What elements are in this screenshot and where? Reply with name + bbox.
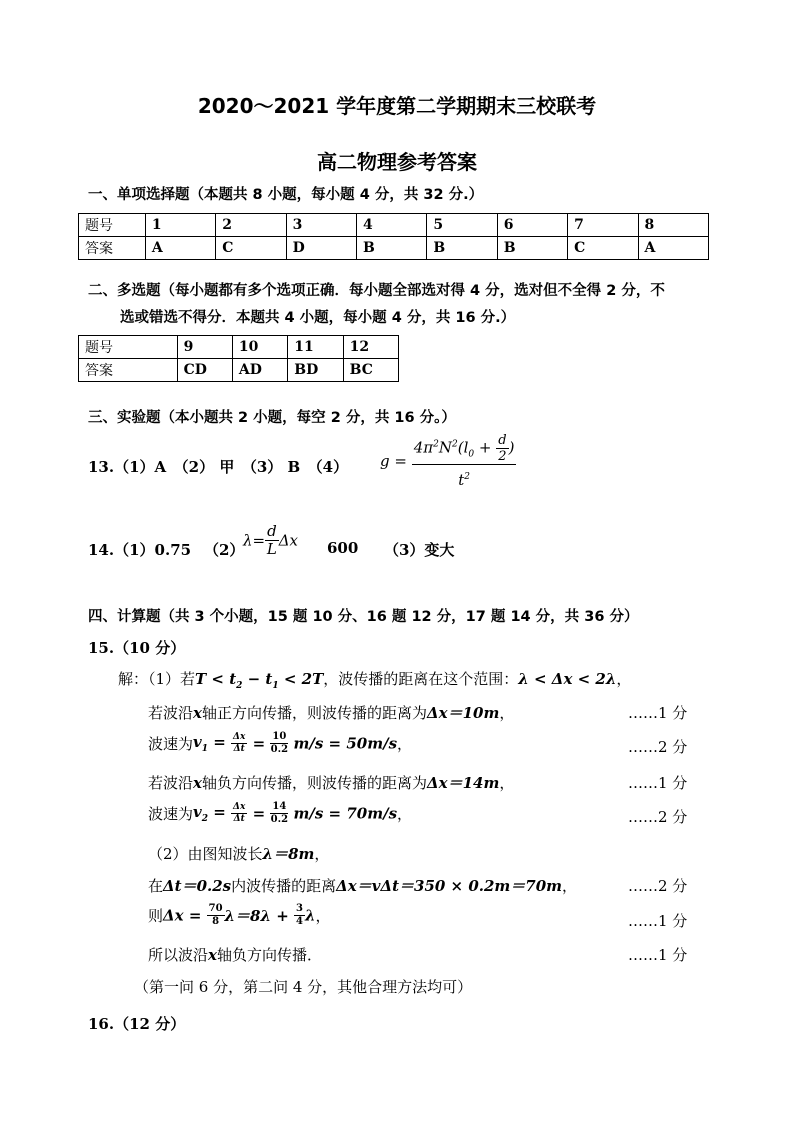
q16-label: 16.（12 分） — [88, 1015, 186, 1033]
document-subtitle: 高二物理参考答案 — [317, 150, 477, 174]
question-number: 6 — [497, 214, 567, 237]
section-2-heading-cont: 选或错选不得分．本题共 4 小题，每小题 4 分，共 16 分.） — [120, 310, 516, 326]
q13-answers: 13.（1）A （2） 甲 （3） B （4） — [88, 458, 349, 476]
question-number: 12 — [343, 336, 398, 359]
solution-line: 在Δt＝0.2s内波传播的距离Δx＝vΔt＝350 × 0.2m＝70m， — [148, 877, 578, 895]
question-number: 9 — [177, 336, 232, 359]
score-mark: ……2 分 — [628, 877, 688, 895]
row-label: 答案 — [79, 359, 178, 382]
answer-cell: AD — [232, 359, 287, 382]
multi-choice-table — [78, 335, 399, 382]
answer-cell: B — [497, 237, 567, 260]
question-number: 1 — [145, 214, 215, 237]
table-row — [79, 214, 709, 237]
answer-cell: BC — [343, 359, 398, 382]
solution-line: 波速为$v_1$ = $\frac{\Delta x}{\Delta t}$ = $\frac{10}{0.2}$ m/s = 50m/s， — [148, 731, 413, 755]
answer-cell: A — [145, 237, 215, 260]
q14-formula: λ= $\frac{d}{L}$ Δx — [243, 522, 298, 558]
score-mark: ……1 分 — [628, 946, 688, 964]
section-1-heading: 一、单项选择题（本题共 8 小题，每小题 4 分，共 32 分.） — [88, 187, 484, 203]
solution-line: 若波沿x轴正方向传播，则波传播的距离为Δx＝10m， — [148, 704, 515, 722]
question-number: 7 — [568, 214, 638, 237]
score-mark: ……1 分 — [628, 774, 688, 792]
question-number: 11 — [288, 336, 343, 359]
score-mark: ……1 分 — [628, 704, 688, 722]
solution-line: 若波沿x轴负方向传播，则波传播的距离为Δx＝14m， — [148, 774, 515, 792]
q14-part2-label: （2） — [204, 541, 245, 559]
answer-cell: A — [638, 237, 708, 260]
answer-cell: C — [568, 237, 638, 260]
answer-cell: D — [286, 237, 356, 260]
q13-formula: g = $4\pi^2N^2(l_0$ + $\frac{d}{2}$ ) $t^2$ — [380, 433, 515, 489]
answer-cell: BD — [288, 359, 343, 382]
answer-cell: B — [357, 237, 427, 260]
document-title: 2020～2021 学年度第二学期期末三校联考 — [197, 94, 597, 118]
table-row — [79, 237, 709, 260]
solution-line: 所以波沿x轴负方向传播． — [148, 946, 322, 964]
solution-line: 解：（1）若$T < t_2 - t_1 < 2T$，波传播的距离在这个范围：λ < Δx < 2λ， — [118, 670, 632, 691]
section-4-heading: 四、计算题（共 3 个小题，15 题 10 分、16 题 12 分，17 题 14 分，共 36 分） — [88, 609, 639, 625]
score-mark: ……2 分 — [628, 808, 688, 826]
q14-part3: （3）变大 — [384, 541, 455, 559]
question-number: 10 — [232, 336, 287, 359]
q14-value: 600 — [327, 539, 359, 557]
answer-cell: C — [216, 237, 286, 260]
row-label: 题号 — [79, 214, 146, 237]
table-row — [79, 336, 399, 359]
solution-line: 则Δx = $\frac{70}{8}$ λ＝8λ + $\frac{3}{4}$ λ， — [148, 903, 331, 927]
section-2-heading: 二、多选题（每小题都有多个选项正确．每小题全部选对得 4 分，选对但不全得 2 分，不 — [88, 283, 665, 299]
question-number: 2 — [216, 214, 286, 237]
question-number: 3 — [286, 214, 356, 237]
solution-line: 波速为$v_2$ = $\frac{\Delta x}{\Delta t}$ = $\frac{14}{0.2}$ m/s = 70m/s， — [148, 801, 413, 825]
question-number: 8 — [638, 214, 708, 237]
q14-part1: 14.（1）0.75 — [88, 541, 192, 559]
row-label: 题号 — [79, 336, 178, 359]
score-mark: ……2 分 — [628, 738, 688, 756]
section-3-heading: 三、实验题（本小题共 2 小题，每空 2 分，共 16 分。） — [88, 410, 456, 426]
answer-cell: B — [427, 237, 497, 260]
question-number: 4 — [357, 214, 427, 237]
score-mark: ……1 分 — [628, 912, 688, 930]
solution-line: （2）由图知波长λ＝8m， — [148, 845, 330, 863]
question-number: 5 — [427, 214, 497, 237]
grading-note: （第一问 6 分，第二问 4 分，其他合理方法均可） — [134, 978, 473, 996]
row-label: 答案 — [79, 237, 146, 260]
answer-cell: CD — [177, 359, 232, 382]
table-row — [79, 359, 399, 382]
q15-label: 15.（10 分） — [88, 639, 186, 657]
single-choice-table — [78, 213, 709, 260]
